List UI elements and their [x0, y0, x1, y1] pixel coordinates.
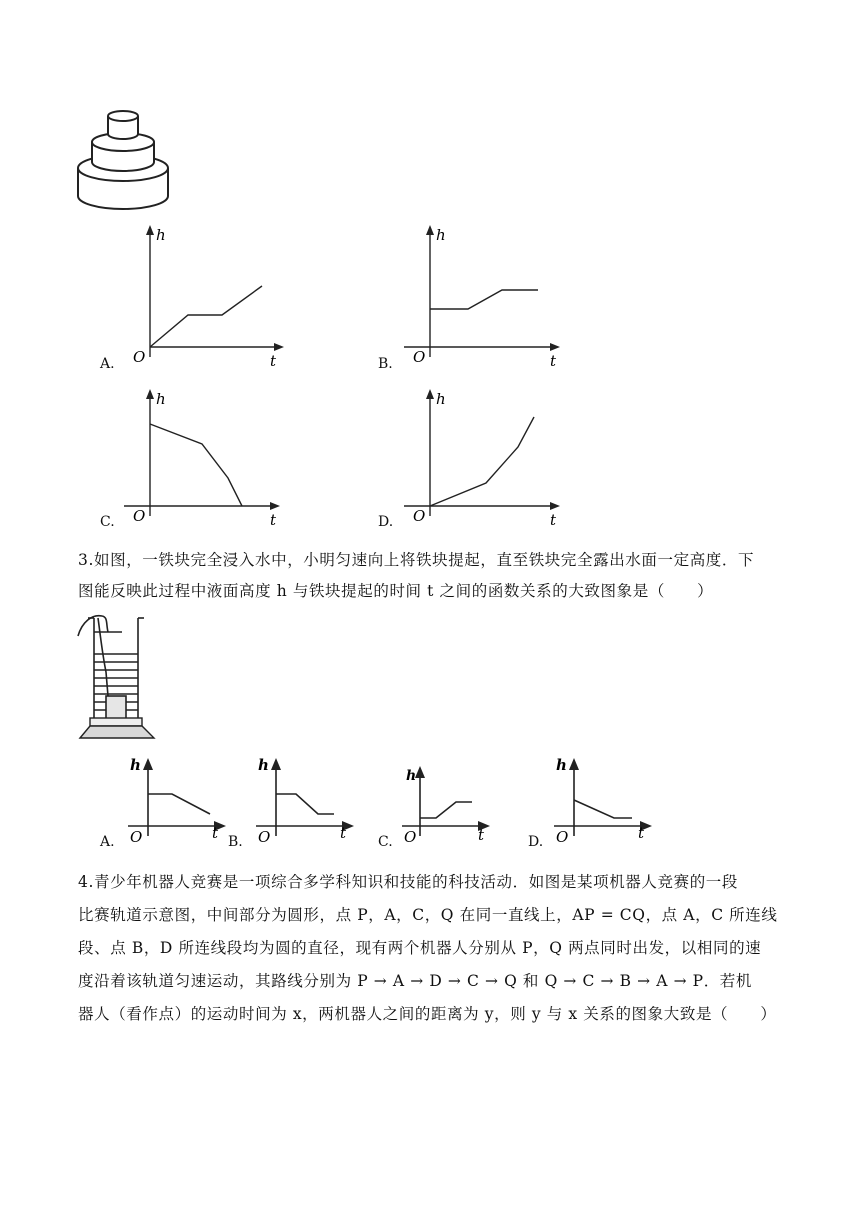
y-axis-label: h — [156, 226, 166, 244]
origin-label: O — [133, 507, 146, 525]
q3-option-d-label: D. — [528, 834, 544, 850]
q3-option-a-label: A. — [100, 834, 115, 850]
y-axis-label: h — [556, 756, 567, 774]
beaker-with-iron-block-figure — [74, 612, 160, 744]
x-axis-label: t — [638, 824, 645, 842]
x-axis-label: t — [340, 824, 347, 842]
q2-graph-c — [120, 386, 290, 536]
x-axis-label: t — [550, 511, 557, 529]
stacked-cylinders-figure — [72, 104, 182, 216]
q2-option-c-label: C. — [100, 514, 115, 530]
origin-label: O — [130, 828, 143, 842]
q4-line-5: 器人（看作点）的运动时间为 x，两机器人之间的距离为 y，则 y 与 x 关系的图象大致是（ ） — [78, 1005, 777, 1023]
q2-option-d-label: D. — [378, 514, 394, 530]
q3-graph-d — [552, 756, 656, 842]
x-axis-label: t — [270, 511, 277, 529]
y-axis-label: h — [130, 756, 141, 774]
q2-graph-d — [400, 386, 570, 536]
x-axis-label: t — [478, 826, 485, 842]
x-axis-label: t — [212, 824, 219, 842]
q3-line-1: 3.如图，一铁块完全浸入水中，小明匀速向上将铁块提起，直至铁块完全露出水面一定高度．下 — [78, 551, 755, 569]
origin-label: O — [413, 507, 426, 525]
y-axis-label: h — [436, 226, 446, 244]
q4-line-1: 4.青少年机器人竞赛是一项综合多学科知识和技能的科技活动．如图是某项机器人竞赛的一段 — [78, 873, 738, 891]
origin-label: O — [258, 828, 271, 842]
q3-graph-b — [254, 756, 358, 842]
q4-line-2: 比赛轨道示意图，中间部分为圆形，点 P，A，C，Q 在同一直线上，AP = CQ，点 A，C 所连线 — [78, 906, 778, 924]
x-axis-label: t — [270, 352, 277, 370]
origin-label: O — [404, 828, 417, 842]
q3-line-2: 图能反映此过程中液面高度 h 与铁块提起的时间 t 之间的函数关系的大致图象是（ ） — [78, 582, 714, 600]
q4-question-text — [78, 866, 790, 1031]
q3-graph-c — [400, 762, 496, 842]
q3-graph-a — [124, 756, 228, 842]
y-axis-label: h — [258, 756, 269, 774]
origin-label: O — [413, 348, 426, 366]
q2-graph-a — [120, 222, 290, 372]
q2-option-b-label: B. — [378, 356, 393, 372]
q3-option-c-label: C. — [378, 834, 393, 850]
y-axis-label: h — [406, 768, 417, 784]
origin-label: O — [133, 348, 146, 366]
x-axis-label: t — [550, 352, 557, 370]
q4-line-4: 度沿着该轨道匀速运动，其路线分别为 P → A → D → C → Q 和 Q → C → B → A → P．若机 — [78, 972, 753, 990]
y-axis-label: h — [436, 390, 446, 408]
origin-label: O — [556, 828, 569, 842]
y-axis-label: h — [156, 390, 166, 408]
q4-line-3: 段、点 B，D 所连线段均为圆的直径，现有两个机器人分别从 P，Q 两点同时出发，以相同的速 — [78, 939, 762, 957]
q3-option-b-label: B. — [228, 834, 243, 850]
q2-option-a-label: A. — [100, 356, 115, 372]
q3-question-text — [78, 545, 790, 607]
q2-graph-b — [400, 222, 570, 372]
